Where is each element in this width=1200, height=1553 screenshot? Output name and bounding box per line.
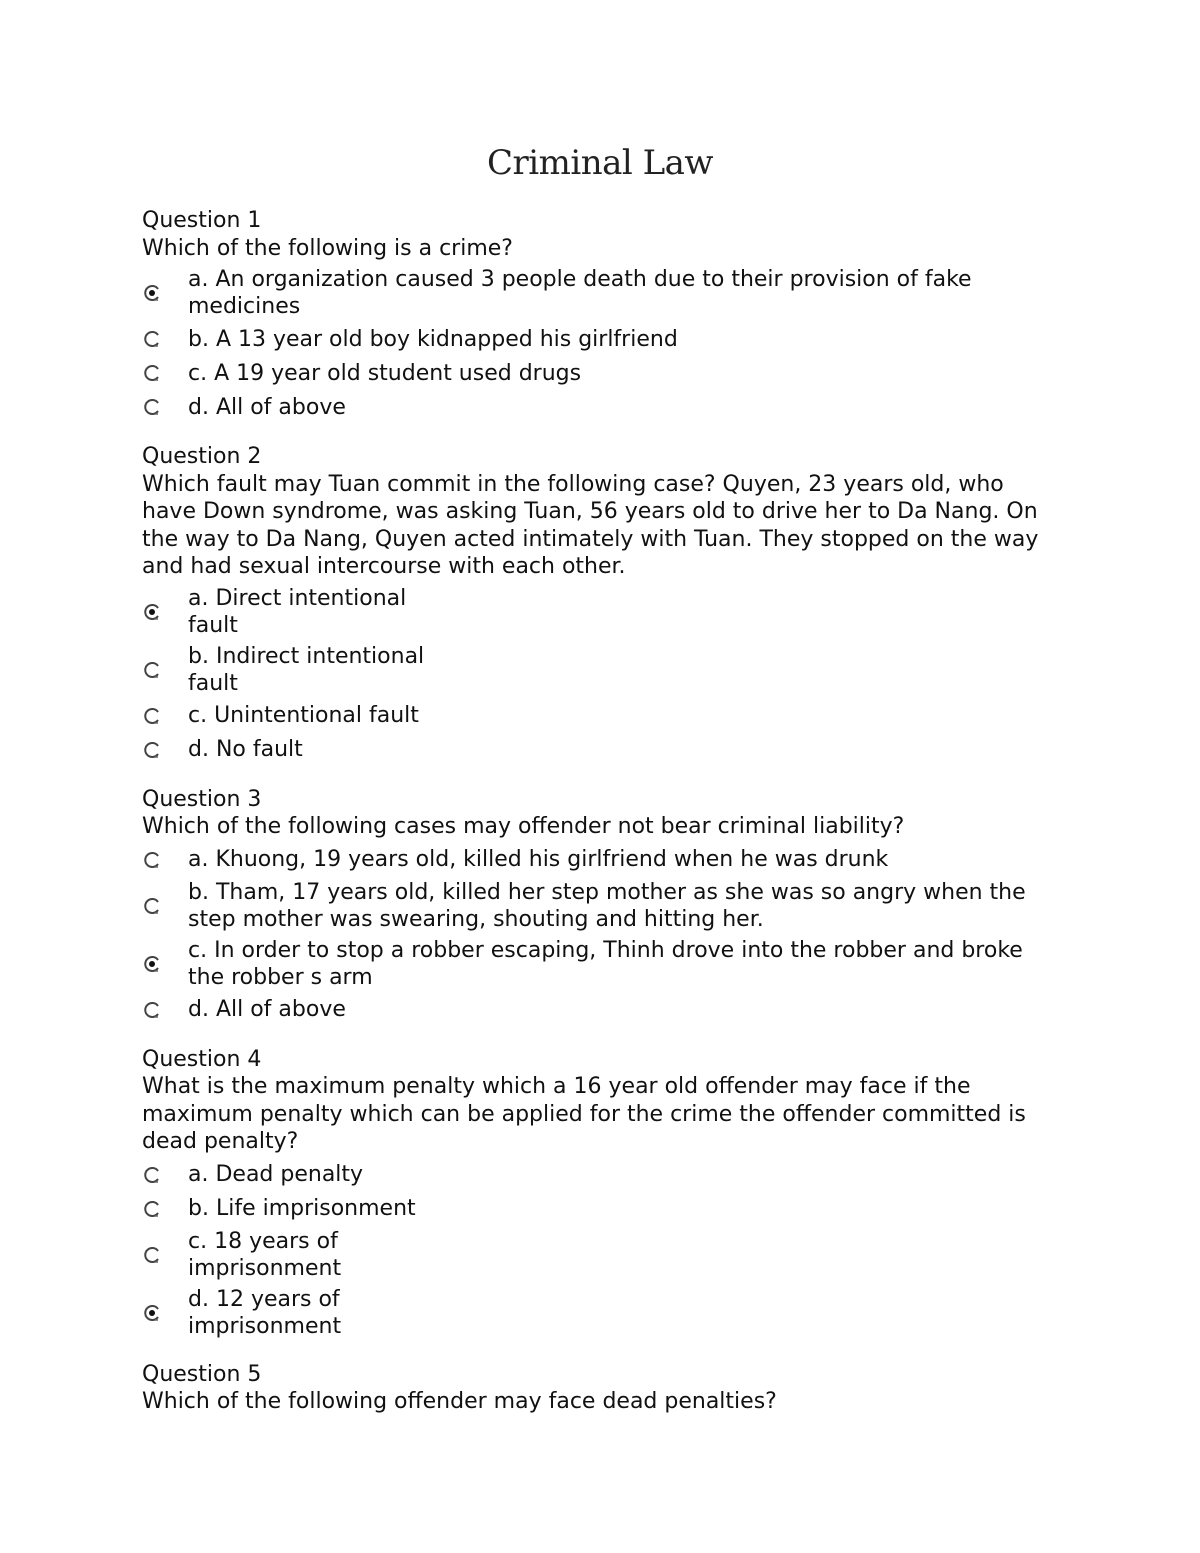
answer-options bbox=[142, 1158, 1052, 1342]
question-label: Question 3 bbox=[142, 786, 262, 812]
question-block bbox=[142, 207, 1052, 424]
radio-unselected-icon[interactable] bbox=[142, 850, 188, 870]
answer-options bbox=[142, 264, 1052, 424]
answer-option[interactable] bbox=[142, 699, 1052, 733]
answer-option[interactable] bbox=[142, 935, 1052, 993]
question-label: Question 1 bbox=[142, 208, 262, 233]
question-text: Which of the following is a crime? bbox=[142, 235, 513, 261]
question-text: What is the maximum penalty which a 16 year old offender may face if the maximum penalty which can be applied for the crime the offender committed is dead penalty? bbox=[142, 1074, 1026, 1154]
question-text: Which fault may Tuan commit in the following case? Quyen, 23 years old, who have Down syndrome, was asking Tuan, 56 years old to drive her to Da Nang. On the way to Da Nang, Quyen acted intimately with Tuan. They stopped on the way and had sexual intercourse with each other. bbox=[142, 471, 1039, 579]
radio-unselected-icon[interactable] bbox=[142, 1199, 188, 1219]
radio-selected-icon[interactable] bbox=[142, 954, 188, 974]
answer-option[interactable] bbox=[142, 877, 1052, 935]
answer-option[interactable] bbox=[142, 264, 1052, 322]
answer-option[interactable] bbox=[142, 583, 1052, 641]
answer-option-label: d. All of above bbox=[188, 997, 346, 1022]
answer-option-label: a. Direct intentional fault bbox=[188, 585, 407, 638]
question-label: Question 5 bbox=[142, 1361, 262, 1387]
question-label: Question 4 bbox=[142, 1046, 262, 1072]
radio-unselected-icon[interactable] bbox=[142, 740, 188, 760]
answer-option-label: a. Dead penalty bbox=[188, 1162, 364, 1187]
answer-option-label: b. Indirect intentional fault bbox=[188, 643, 425, 696]
answer-option[interactable] bbox=[142, 356, 1052, 390]
answer-option-label: c. Unintentional fault bbox=[188, 703, 419, 728]
answer-option[interactable] bbox=[142, 390, 1052, 424]
radio-unselected-icon[interactable] bbox=[142, 397, 188, 417]
answer-option-label: c. 18 years of imprisonment bbox=[188, 1228, 342, 1281]
answer-option[interactable] bbox=[142, 733, 1052, 767]
radio-selected-icon[interactable] bbox=[142, 602, 188, 622]
radio-unselected-icon[interactable] bbox=[142, 363, 188, 383]
answer-option[interactable] bbox=[142, 843, 1052, 877]
radio-selected-icon[interactable] bbox=[142, 283, 188, 303]
radio-unselected-icon[interactable] bbox=[142, 660, 188, 680]
radio-unselected-icon[interactable] bbox=[142, 1000, 188, 1020]
quiz-content bbox=[142, 207, 1052, 1435]
answer-option-label: c. A 19 year old student used drugs bbox=[188, 360, 582, 386]
answer-option-label: d. All of above bbox=[188, 394, 346, 420]
radio-selected-icon[interactable] bbox=[142, 1303, 188, 1323]
question-block bbox=[142, 1046, 1052, 1342]
answer-option[interactable] bbox=[142, 993, 1052, 1027]
answer-options bbox=[142, 843, 1052, 1027]
answer-option[interactable] bbox=[142, 1226, 1052, 1284]
answer-option[interactable] bbox=[142, 1192, 1052, 1226]
answer-option-label: a. Khuong, 19 years old, killed his girlfriend when he was drunk bbox=[188, 847, 889, 872]
answer-option[interactable] bbox=[142, 322, 1052, 356]
radio-unselected-icon[interactable] bbox=[142, 706, 188, 726]
answer-option[interactable] bbox=[142, 1158, 1052, 1192]
page-title: Criminal Law bbox=[486, 143, 714, 183]
answer-option-label: d. No fault bbox=[188, 737, 303, 762]
question-label: Question 2 bbox=[142, 444, 262, 469]
answer-option-label: c. In order to stop a robber escaping, Thinh drove into the robber and broke the robber s arm bbox=[188, 937, 1023, 990]
answer-option-label: a. An organization caused 3 people death due to their provision of fake medicines bbox=[188, 267, 972, 319]
question-text: Which of the following cases may offender not bear criminal liability? bbox=[142, 814, 905, 839]
answer-option[interactable] bbox=[142, 1284, 1052, 1342]
question-block bbox=[142, 1361, 1052, 1416]
question-block bbox=[142, 443, 1052, 767]
question-block bbox=[142, 786, 1052, 1027]
radio-unselected-icon[interactable] bbox=[142, 1165, 188, 1185]
answer-option-label: b. A 13 year old boy kidnapped his girlfriend bbox=[188, 326, 678, 352]
answer-option-label: b. Tham, 17 years old, killed her step mother as she was so angry when the step mother was swearing, shouting and hitting her. bbox=[188, 879, 1026, 932]
radio-unselected-icon[interactable] bbox=[142, 896, 188, 916]
radio-unselected-icon[interactable] bbox=[142, 1245, 188, 1265]
question-text: Which of the following offender may face dead penalties? bbox=[142, 1389, 777, 1414]
answer-options bbox=[142, 583, 1052, 767]
answer-option-label: d. 12 years of imprisonment bbox=[188, 1286, 342, 1339]
radio-unselected-icon[interactable] bbox=[142, 329, 188, 349]
answer-option-label: b. Life imprisonment bbox=[188, 1196, 416, 1221]
answer-option[interactable] bbox=[142, 641, 1052, 699]
